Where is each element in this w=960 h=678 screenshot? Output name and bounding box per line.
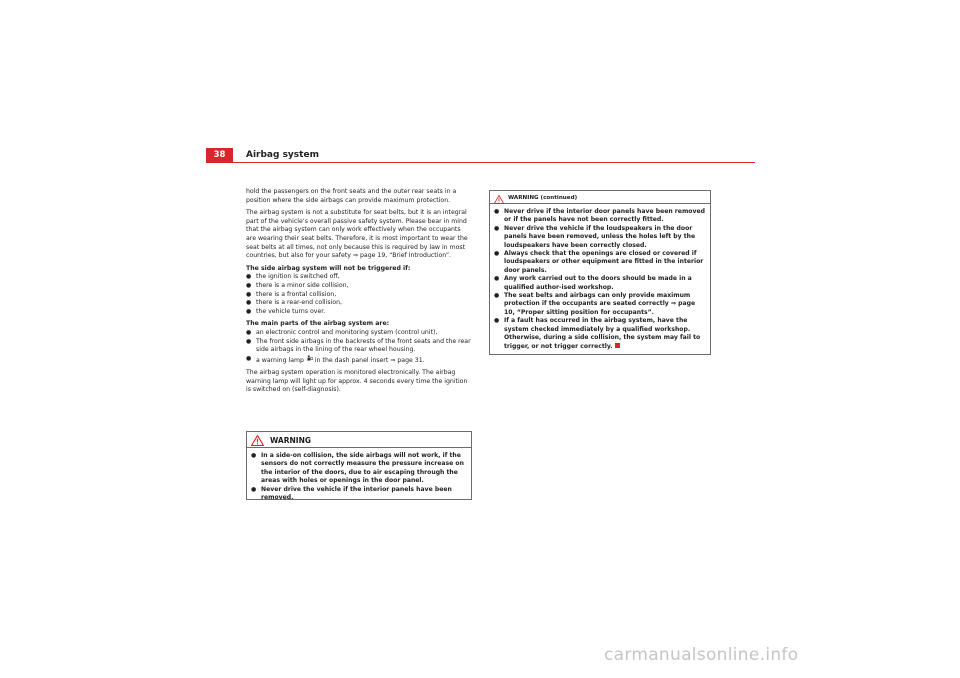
paragraph-seat-belts: [246, 209, 472, 261]
not-triggered-heading: The side airbag system will not be triggered if:: [246, 264, 411, 272]
warning-item: ● Never drive the vehicle if the interior panels have been removed.: [251, 486, 467, 503]
warning-item: [494, 292, 706, 317]
warning-list: [494, 208, 706, 351]
list-item-warning-lamp: [246, 355, 472, 366]
paragraph-monitoring: The airbag system operation is monitored electronically. The airbag warning lamp will light up for approx. 4 seconds every time the ignition is switched on (self-diagnosis).: [246, 369, 468, 394]
warning-item: ● Never drive the vehicle if the loudspeakers in the door panels have been removed, unless the holes left by the loudspeakers have been correctly closed.: [494, 225, 706, 250]
section-end-icon: [615, 343, 620, 348]
list-item: ● there is a rear-end collision,: [246, 299, 472, 308]
reference-arrow-icon: ⇒: [390, 356, 396, 364]
warning-header: [490, 191, 710, 204]
warning-item: [494, 317, 706, 351]
list-item: ● there is a minor side collision,: [246, 282, 472, 291]
left-column: [246, 188, 472, 399]
lamp-item-text-start: a warning lamp: [256, 356, 304, 364]
warning-item: ● Always check that the openings are closed or covered if loudspeakers or other equipment are fitted in the interior door panels.: [494, 250, 706, 275]
warning-title: WARNING: [270, 436, 312, 445]
warning-continued-box: [489, 190, 711, 355]
warning-item: ● Never drive if the interior door panels have been removed or if the panels have not been correctly fitted.: [494, 208, 706, 225]
page-reference-link[interactable]: page 19, “Brief Introduction”.: [359, 252, 451, 260]
lamp-item-text-end: in the dash panel insert: [314, 356, 389, 364]
warning-item: ● Any work carried out to the doors should be made in a qualified author-ised workshop.: [494, 275, 706, 292]
main-parts-heading: The main parts of the airbag system are:: [246, 320, 390, 328]
warning-title: WARNING (continued): [508, 195, 578, 201]
warning-item-text: The seat belts and airbags can only provide maximum protection if the occupants are seated correctly: [504, 292, 691, 308]
list-item: ● there is a frontal collision,: [246, 291, 472, 300]
page-number: 38: [206, 148, 233, 162]
warning-item: ● In a side-on collision, the side airbags will not work, if the sensors do not correctly measure the pressure increase on the interior of the doors, due to air escaping through the areas with holes or openings in the door panel.: [251, 452, 467, 486]
warning-item-text: If a fault has occurred in the airbag system, have the system checked immediately by a qualified workshop. Otherwise, during a side collision, the system may fail to trigger, or not trigger correctly.: [504, 317, 701, 350]
airbag-warning-lamp-icon: [306, 355, 313, 365]
page-reference-link[interactable]: page 10, “Proper sitting position for occupants”.: [504, 300, 696, 316]
warning-header: [247, 432, 471, 448]
list-item: ● the ignition is switched off,: [246, 273, 472, 282]
not-triggered-list: [246, 273, 472, 316]
list-item: ● the vehicle turns over.: [246, 308, 472, 317]
warning-list: [251, 452, 467, 502]
page-title: Airbag system: [246, 150, 319, 160]
list-item: ● The front side airbags in the backrests of the front seats and the rear side airbags in the lining of the rear wheel housing.: [246, 338, 472, 355]
watermark: carmanualsonline.info: [604, 645, 799, 665]
warning-triangle-icon: [251, 431, 264, 450]
reference-arrow-icon: ⇒: [352, 252, 359, 260]
list-item: ● an electronic control and monitoring system (control unit),: [246, 329, 472, 338]
warning-triangle-icon: [494, 189, 504, 208]
paragraph-seat-belts-text: The airbag system is not a substitute for seat belts, but it is an integral part of the vehicle’s overall passive safety system. Please bear in mind that the airbag system can only work effectively when the occupants are wearing their seat belts. Therefore, it is most important to wear the seat belts at all times, not only because this is required by law in most countries, but also for your safety: [246, 209, 468, 260]
paragraph-intro: hold the passengers on the front seats and the outer rear seats in a position where the side airbags can provide maximum protection.: [246, 188, 457, 204]
header-divider: [206, 162, 755, 163]
page-reference-link[interactable]: page 31.: [397, 356, 425, 364]
warning-box: [246, 431, 472, 500]
reference-arrow-icon: ⇒: [670, 300, 676, 308]
main-parts-list: [246, 329, 472, 365]
